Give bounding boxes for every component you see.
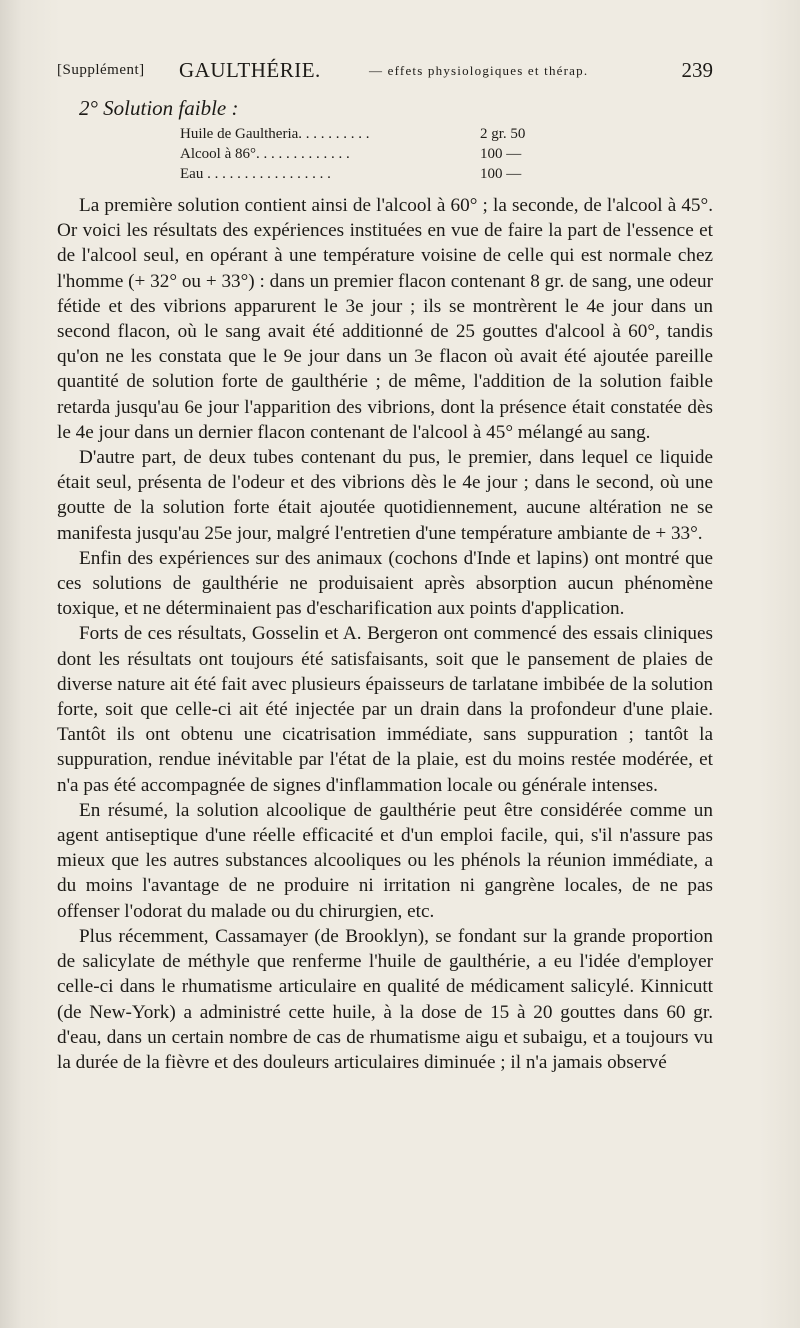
paragraph: D'autre part, de deux tubes contenant du pus, le premier, dans lequel ce liquide était seul, présenta de l'odeur et des vibrions dès le 4e jour ; dans le second, où une goutte de la solution forte était ajoutée quotidiennement, aucune altération ne se manifesta jusqu'au 25e jour, malgré l'entretien d'une température ambiante de + 33°. [57,447,713,544]
paragraph: La première solution contient ainsi de l'alcool à 60° ; la seconde, de l'alcool à 45°. Or voici les résultats des expériences instituées en vue de faire la part de l'essence et de l'alcool seul, en opérant à une température voisine de celle qui est normale chez l'homme (+ 32° ou + 33°) : dans un premier flacon contenant 8 gr. de sang, une odeur fétide et des vibrions apparurent le 3e jour ; ils se montrèrent le 4e jour dans un second flacon, où le sang avait été additionné de 25 gouttes d'alcool à 60°, tandis qu'on ne les constata que le 9e jour dans un 3e flacon où avait été ajoutée pareille quantité de solution forte de gaulthérie ; de même, l'addition de la solution faible retarda jusqu'au 6e jour l'apparition des vibrions, dont la présence était constatée dès le 4e jour dans un dernier flacon contenant de l'alcool à 45° mélangé au sang. [57,195,713,443]
paragraph: Enfin des expériences sur des animaux (cochons d'Inde et lapins) ont montré que ces solutions de gaulthérie ne produisaient après absorption aucun phénomène toxique, et ne déterminaient pas d'escharification aux points d'application. [57,547,713,620]
recipe-table [180,126,600,186]
body-text [57,193,713,1075]
paragraph: Plus récemment, Cassamayer (de Brooklyn), se fondant sur la grande proportion de salicylate de méthyle que renferme l'huile de gaulthérie, a eu l'idée d'employer celle-ci dans le rhumatisme articulaire en qualité de médicament salicylé. Kinnicutt (de New-York) a administré cette huile, à la dose de 15 à 20 gouttes dans 60 gr. d'eau, dans un certain nombre de cas de rhumatisme aigu et subaigu, et a toujours vu la durée de la fièvre et des douleurs articulaires diminuée ; il n'a jamais observé [57,925,713,1073]
header-section: [Supplément] [57,62,145,78]
recipe-row [180,146,600,166]
header-title: GAULTHÉRIE. [179,58,321,82]
recipe-quantity: 100 — [480,166,522,182]
recipe-quantity: 2 gr. 50 [480,126,526,142]
recipe-row [180,166,600,186]
subheading: 2° Solution faible : [79,96,239,120]
paragraph: Forts de ces résultats, Gosselin et A. Bergeron ont commencé des essais cliniques dont les résultats ont toujours été satisfaisants, soit que le pansement de plaies de diverse nature ait été fait avec plusieurs épaisseurs de tarlatane imbibée de la solution forte, soit que celle-ci ait été injectée par un drain dans la profondeur d'une plaie. Tantôt ils ont obtenu une cicatrisation immédiate, sans suppuration ; tantôt la suppuration, rendue inévitable par l'état de la plaie, est du moins restée modérée, et n'a pas été accompagnée de signes d'inflammation locale ou générale intenses. [57,623,713,796]
recipe-ingredient: Alcool à 86°. . . . . . . . . . . . . [180,146,350,162]
recipe-ingredient: Huile de Gaultheria. . . . . . . . . . [180,126,370,142]
recipe-quantity: 100 — [480,146,522,162]
paragraph: En résumé, la solution alcoolique de gaulthérie peut être considérée comme un agent antiseptique d'une réelle efficacité et d'un emploi facile, qui, s'il n'assure pas mieux que les autres substances alcooliques ou les phénols la réunion immédiate, a du moins l'avantage de ne produire ni irritation ni gangrène locales, de ne pas offenser l'odorat du malade ou du chirurgien, etc. [57,799,713,922]
recipe-row [180,126,600,146]
running-header [57,58,713,88]
page-number: 239 [681,58,713,82]
header-subtitle: — effets physiologiques et thérap. [369,63,589,78]
recipe-ingredient: Eau . . . . . . . . . . . . . . . . . [180,166,331,182]
